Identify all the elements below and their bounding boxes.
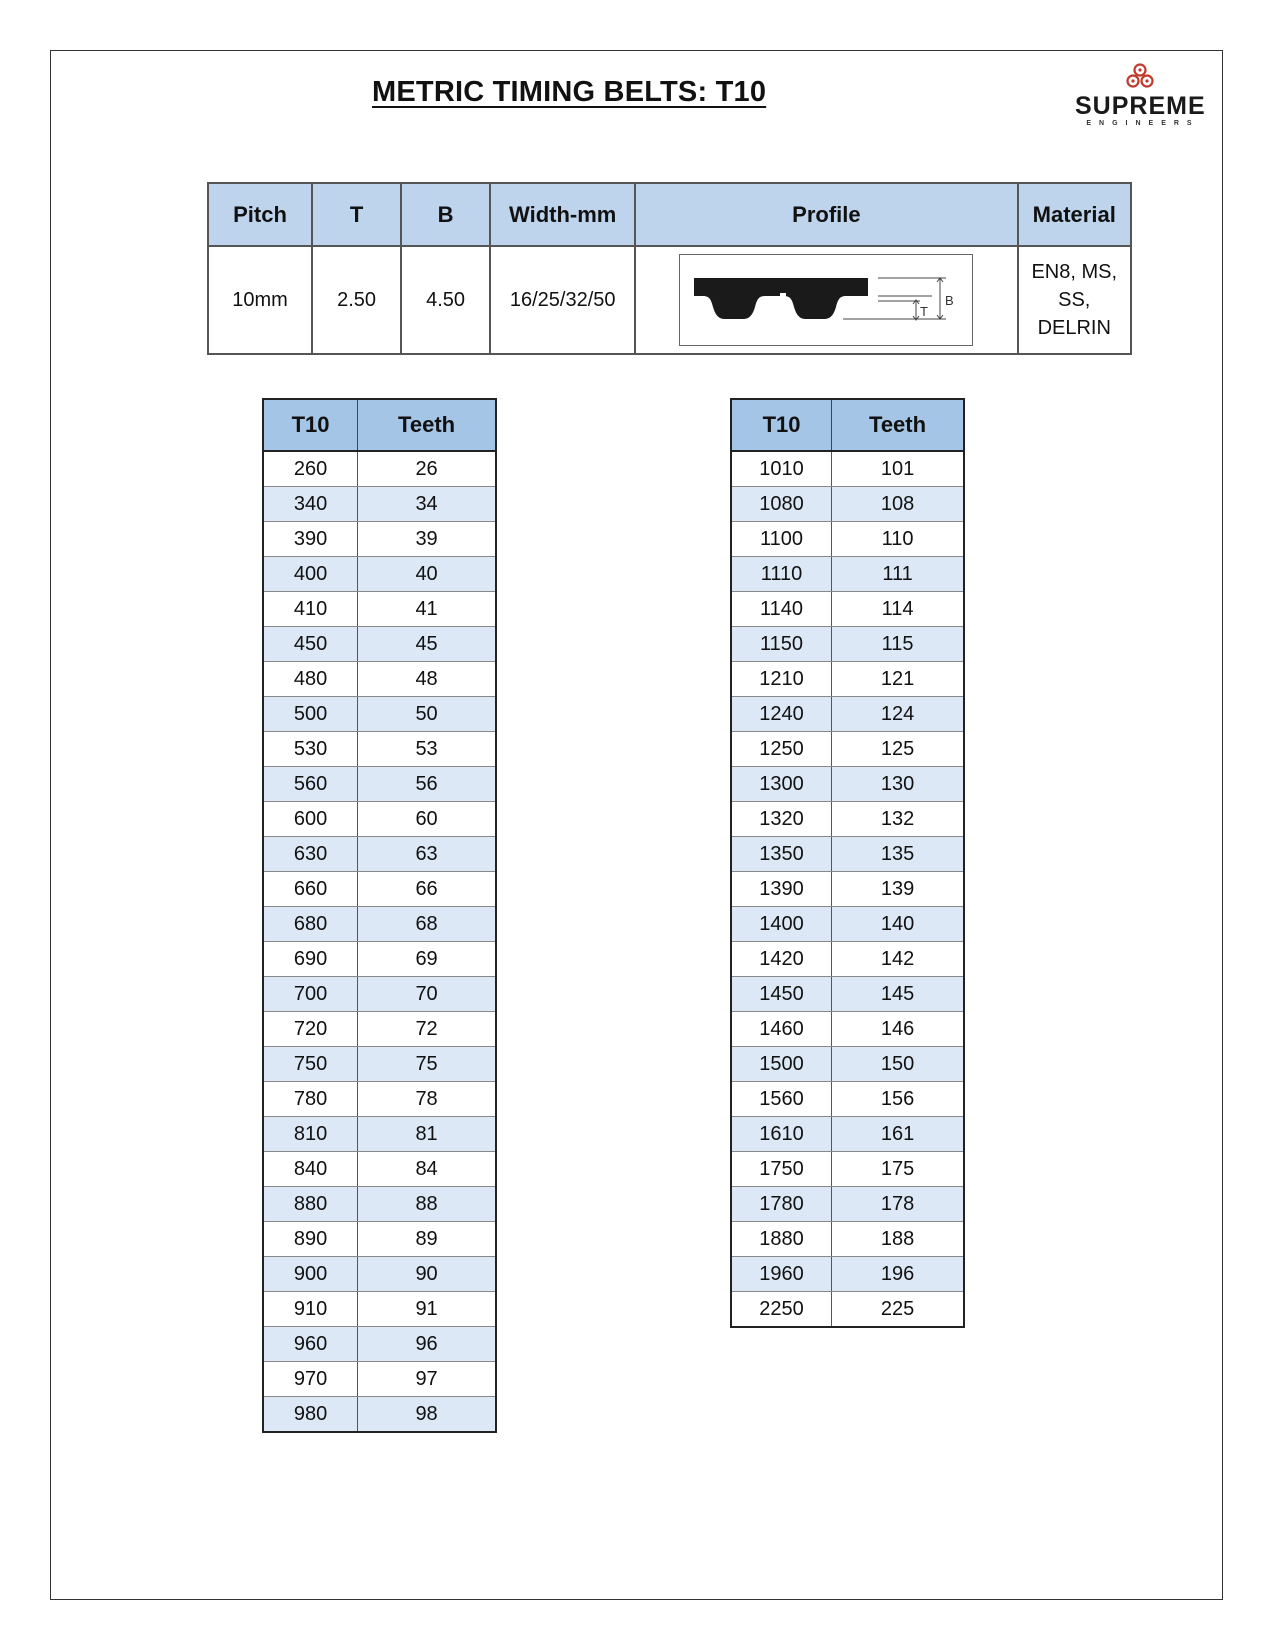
size-cell: 700 [263,977,358,1012]
teeth-cell: 90 [358,1257,496,1292]
size-cell: 1750 [731,1152,832,1187]
teeth-cell: 50 [358,697,496,732]
size-cell: 980 [263,1397,358,1433]
teeth-cell: 84 [358,1152,496,1187]
table-row [263,1082,496,1117]
belt-tooth-profile-icon [680,255,972,345]
table-row [263,977,496,1012]
size-cell: 1450 [731,977,832,1012]
table-row [263,1047,496,1082]
teeth-cell: 140 [832,907,964,942]
table-row [731,1012,964,1047]
teeth-cell: 125 [832,732,964,767]
b-header: B [401,183,490,246]
logo-tagline: ENGINEERS [1086,120,1200,127]
spec-table [207,182,1132,355]
material-line: DELRIN [1037,317,1111,339]
table-row [263,1152,496,1187]
material-value [1018,246,1131,354]
teeth-cell: 41 [358,592,496,627]
profile-label-t: T [920,304,929,319]
teeth-cell: 78 [358,1082,496,1117]
material-header: Material [1018,183,1131,246]
teeth-column-header: Teeth [358,399,496,451]
profile-cell [635,246,1017,354]
table-row [731,451,964,487]
table-row [731,1222,964,1257]
size-cell: 500 [263,697,358,732]
table-row [731,1152,964,1187]
table-row [263,907,496,942]
table-row [731,837,964,872]
teeth-cell: 66 [358,872,496,907]
teeth-cell: 110 [832,522,964,557]
teeth-cell: 156 [832,1082,964,1117]
size-cell: 1250 [731,732,832,767]
size-cell: 1140 [731,592,832,627]
table-row [263,1362,496,1397]
table-row [263,802,496,837]
b-value: 4.50 [401,246,490,354]
table-row [263,592,496,627]
table-row [263,942,496,977]
table-row [263,697,496,732]
table-row [263,1257,496,1292]
sizes-header-row [263,399,496,451]
teeth-cell: 63 [358,837,496,872]
size-cell: 400 [263,557,358,592]
pitch-value: 10mm [208,246,312,354]
size-cell: 750 [263,1047,358,1082]
teeth-cell: 130 [832,767,964,802]
size-cell: 1300 [731,767,832,802]
size-cell: 970 [263,1362,358,1397]
size-cell: 1610 [731,1117,832,1152]
table-row [263,1397,496,1433]
table-row [731,487,964,522]
teeth-cell: 88 [358,1187,496,1222]
size-cell: 1080 [731,487,832,522]
size-cell: 530 [263,732,358,767]
spec-header-row [208,183,1131,246]
table-row [263,837,496,872]
teeth-cell: 70 [358,977,496,1012]
teeth-cell: 114 [832,592,964,627]
teeth-cell: 40 [358,557,496,592]
teeth-cell: 111 [832,557,964,592]
teeth-cell: 68 [358,907,496,942]
table-row [731,802,964,837]
table-row [731,522,964,557]
size-cell: 1350 [731,837,832,872]
table-row [263,767,496,802]
size-cell: 480 [263,662,358,697]
table-row [263,451,496,487]
teeth-cell: 75 [358,1047,496,1082]
size-cell: 340 [263,487,358,522]
teeth-cell: 26 [358,451,496,487]
page-title: METRIC TIMING BELTS: T10 [372,76,767,108]
width-header: Width-mm [490,183,635,246]
teeth-cell: 89 [358,1222,496,1257]
teeth-cell: 53 [358,732,496,767]
size-cell: 1400 [731,907,832,942]
table-row [731,627,964,662]
size-cell: 1880 [731,1222,832,1257]
table-row [731,872,964,907]
size-cell: 1110 [731,557,832,592]
table-row [263,1012,496,1047]
teeth-cell: 48 [358,662,496,697]
material-line: EN8, MS, [1031,261,1118,283]
table-row [263,872,496,907]
table-row [263,1292,496,1327]
size-cell: 1240 [731,697,832,732]
size-cell: 840 [263,1152,358,1187]
size-cell: 1010 [731,451,832,487]
sizes-table-left [262,398,497,1433]
teeth-cell: 178 [832,1187,964,1222]
teeth-cell: 139 [832,872,964,907]
table-row [731,767,964,802]
teeth-cell: 175 [832,1152,964,1187]
teeth-cell: 96 [358,1327,496,1362]
table-row [263,1117,496,1152]
teeth-cell: 132 [832,802,964,837]
teeth-column-header: Teeth [832,399,964,451]
teeth-cell: 161 [832,1117,964,1152]
table-row [731,942,964,977]
teeth-cell: 188 [832,1222,964,1257]
teeth-cell: 135 [832,837,964,872]
teeth-cell: 72 [358,1012,496,1047]
teeth-cell: 98 [358,1397,496,1433]
size-cell: 600 [263,802,358,837]
profile-label-b: B [945,293,955,308]
size-cell: 810 [263,1117,358,1152]
teeth-cell: 142 [832,942,964,977]
t-header: T [312,183,401,246]
table-row [263,1187,496,1222]
table-row [263,662,496,697]
table-row [731,662,964,697]
table-row [731,1082,964,1117]
size-cell: 1420 [731,942,832,977]
size-cell: 1100 [731,522,832,557]
size-cell: 1780 [731,1187,832,1222]
width-value: 16/25/32/50 [490,246,635,354]
size-cell: 1390 [731,872,832,907]
table-row [731,557,964,592]
teeth-cell: 225 [832,1292,964,1328]
table-row [263,557,496,592]
size-cell: 690 [263,942,358,977]
teeth-cell: 45 [358,627,496,662]
teeth-cell: 91 [358,1292,496,1327]
teeth-cell: 101 [832,451,964,487]
size-cell: 1210 [731,662,832,697]
teeth-cell: 121 [832,662,964,697]
table-row [731,977,964,1012]
table-row [731,592,964,627]
profile-header: Profile [635,183,1017,246]
teeth-cell: 56 [358,767,496,802]
size-cell: 720 [263,1012,358,1047]
size-cell: 2250 [731,1292,832,1328]
size-cell: 900 [263,1257,358,1292]
spec-data-row [208,246,1131,354]
teeth-cell: 69 [358,942,496,977]
size-cell: 630 [263,837,358,872]
profile-diagram [679,254,973,346]
material-line: SS, [1058,289,1091,311]
sizes-header-row [731,399,964,451]
size-column-header: T10 [731,399,832,451]
teeth-cell: 150 [832,1047,964,1082]
size-cell: 560 [263,767,358,802]
size-cell: 450 [263,627,358,662]
table-row [263,522,496,557]
triple-gear-logo-icon [1123,62,1157,90]
teeth-cell: 108 [832,487,964,522]
size-cell: 1500 [731,1047,832,1082]
size-cell: 1320 [731,802,832,837]
teeth-cell: 81 [358,1117,496,1152]
teeth-cell: 39 [358,522,496,557]
size-cell: 910 [263,1292,358,1327]
size-cell: 390 [263,522,358,557]
teeth-cell: 115 [832,627,964,662]
size-cell: 960 [263,1327,358,1362]
teeth-cell: 124 [832,697,964,732]
pitch-header: Pitch [208,183,312,246]
table-row [263,1222,496,1257]
logo-name: SUPREME [1075,92,1206,120]
size-cell: 410 [263,592,358,627]
size-cell: 1960 [731,1257,832,1292]
table-row [731,1292,964,1328]
table-row [731,907,964,942]
t-value: 2.50 [312,246,401,354]
table-row [263,627,496,662]
teeth-cell: 146 [832,1012,964,1047]
table-row [731,1187,964,1222]
size-cell: 660 [263,872,358,907]
size-column-header: T10 [263,399,358,451]
size-cell: 1560 [731,1082,832,1117]
teeth-cell: 34 [358,487,496,522]
size-cell: 680 [263,907,358,942]
sizes-table-right [730,398,965,1328]
company-logo [1075,62,1205,137]
teeth-cell: 145 [832,977,964,1012]
size-cell: 1150 [731,627,832,662]
table-row [263,732,496,767]
table-row [731,732,964,767]
table-row [263,487,496,522]
table-row [731,1047,964,1082]
teeth-cell: 97 [358,1362,496,1397]
table-row [731,697,964,732]
teeth-cell: 60 [358,802,496,837]
size-cell: 880 [263,1187,358,1222]
table-row [731,1117,964,1152]
table-row [731,1257,964,1292]
size-cell: 780 [263,1082,358,1117]
teeth-cell: 196 [832,1257,964,1292]
size-cell: 1460 [731,1012,832,1047]
table-row [263,1327,496,1362]
size-cell: 890 [263,1222,358,1257]
size-cell: 260 [263,451,358,487]
